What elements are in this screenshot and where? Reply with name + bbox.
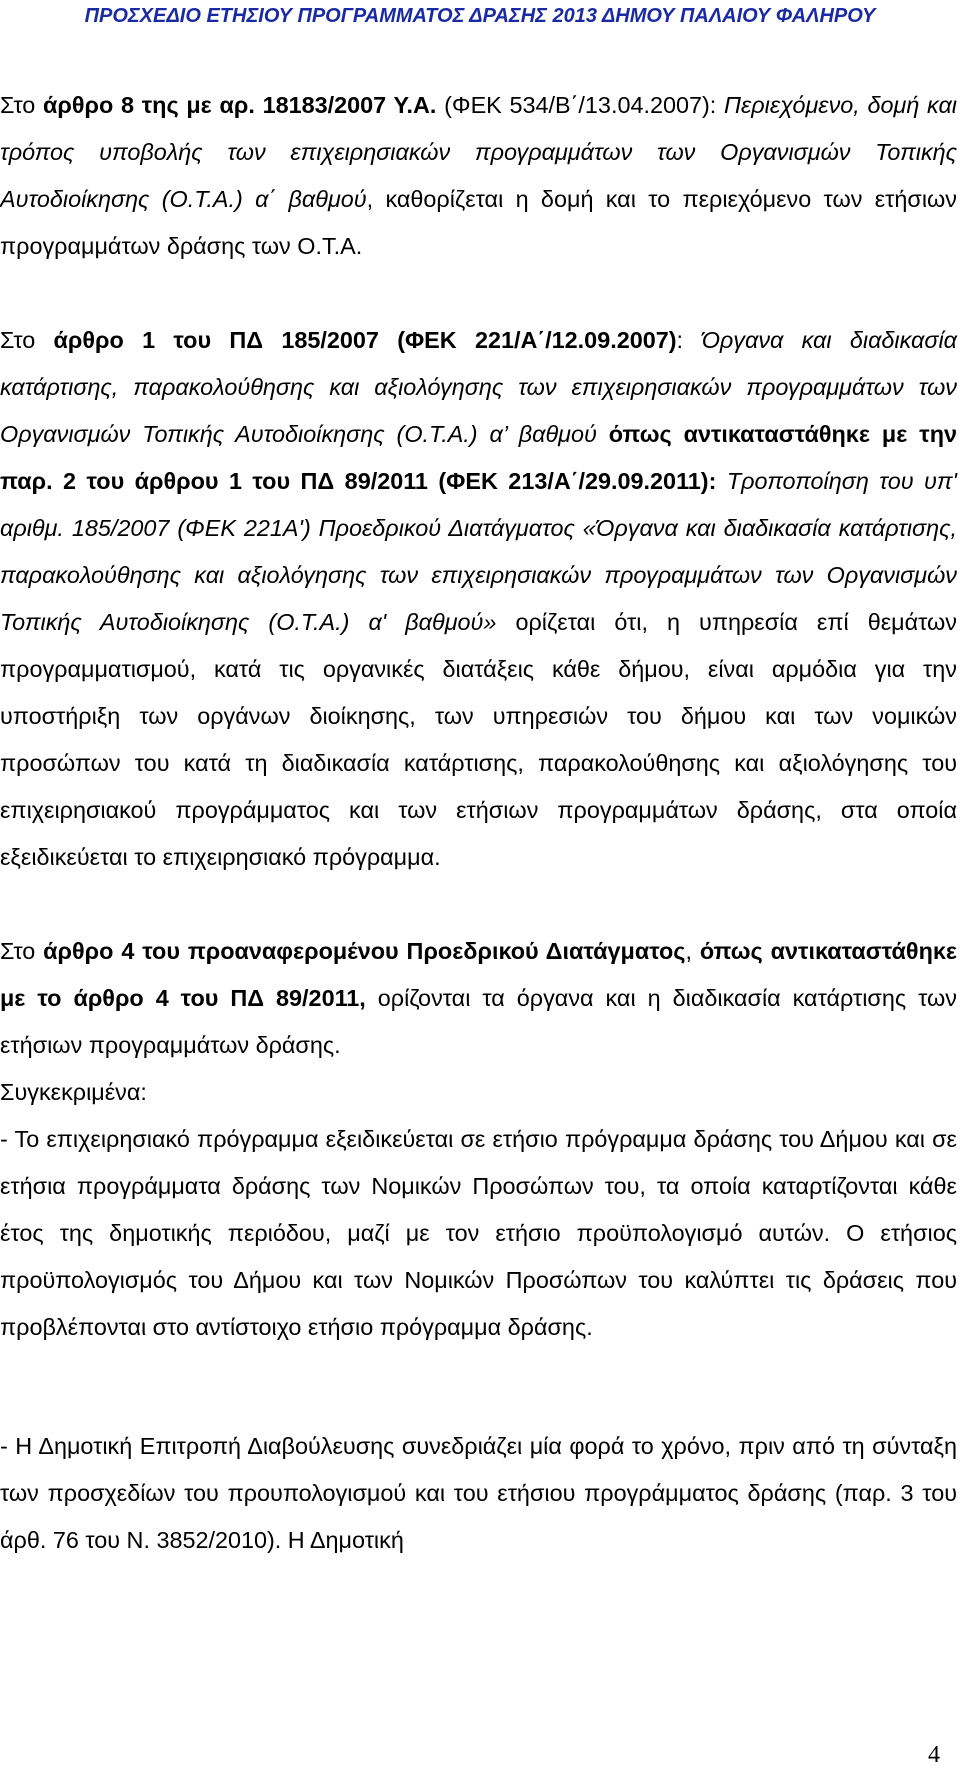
paragraph-article-8 xyxy=(0,82,957,270)
amendment-reference: όπως αντικαταστάθηκε με το άρθρο 4 του ΠΔ 89/2011, xyxy=(0,938,958,1011)
law-title: Περιεχόμενο, δομή και τρόπος υποβολής των επιχειρησιακών προγραμμάτων των Οργανισμών Τοπικής Αυτοδιοίκησης (Ο.Τ.Α.) α΄ βαθμού xyxy=(0,92,958,212)
paragraph-bullet-1: - Το επιχειρησιακό πρόγραμμα εξειδικεύεται σε ετήσιο πρόγραμμα δράσης του Δήμου και σε ετήσια προγράμματα δράσης των Νομικών Προσώπων του, τα οποία καταρτίζονται κάθε έτος της δημοτικής περιόδου, μαζί με τον ετήσιο προϋπολογισμό αυτών. Ο ετήσιος προϋπολογισμός του Δήμου και των Νομικών Προσώπων του καλύπτει τις δράσεις που προβλέπονται στο αντίστοιχο ετήσιο πρόγραμμα δράσης. xyxy=(0,1126,957,1340)
paragraph-article-1-pd xyxy=(0,317,957,881)
document-header: ΠΡΟΣΧΕΔΙΟ ΕΤΗΣΙΟΥ ΠΡΟΓΡΑΜΜΑΤΟΣ ΔΡΑΣΗΣ 2013 ΔΗΜΟΥ ΠΑΛΑΙΟΥ ΦΑΛΗΡΟΥ xyxy=(84,5,876,27)
text-run xyxy=(716,468,726,494)
text-run: Στο xyxy=(0,327,54,353)
page-number: 4 xyxy=(928,1742,940,1768)
text-run: (ΦΕΚ 534/Β΄/13.04.2007): xyxy=(436,92,725,118)
paragraph-article-4-pd xyxy=(0,928,957,1069)
text-run: Στο xyxy=(0,92,43,118)
text-run: , καθορίζεται η δομή και το περιεχόμενο των ετήσιων προγραμμάτων δράσης των Ο.Τ.Α. xyxy=(0,186,957,259)
text-run: : xyxy=(676,327,702,353)
text-run: ορίζεται ότι, η υπηρεσία επί θεμάτων προγραμματισμού, κατά τις οργανικές διατάξεις κάθε δήμου, είναι αρμόδια για την υποστήριξη των οργάνων διοίκησης, των υπηρεσιών του δήμου και των νομικών προσώπων του κατά τη διαδικασία κατάρτισης, παρακολούθησης και αξιολόγησης του επιχειρησιακού προγράμματος και των ετήσιων προγραμμάτων δράσης, στα οποία εξειδικεύεται το επιχειρησιακό πρόγραμμα. xyxy=(0,609,958,870)
amendment-title: Τροποποίηση του υπ' αριθμ. 185/2007 (ΦΕΚ 221Α') Προεδρικού Διατάγματος «Όργανα και διαδικασία κατάρτισης, παρακολούθησης και αξιολόγησης των επιχειρησιακών προγραμμάτων των Οργανισμών Τοπικής Αυτοδιοίκησης (Ο.Τ.Α.) α' βαθμού» xyxy=(0,468,957,635)
legal-reference: άρθρο 4 του προαναφερομένου Προεδρικού Διατάγματος xyxy=(43,938,686,964)
legal-reference: άρθρο 1 του ΠΔ 185/2007 (ΦΕΚ 221/Α΄/12.09.2007) xyxy=(53,327,677,353)
law-title: Όργανα και διαδικασία κατάρτισης, παρακολούθησης και αξιολόγησης των επιχειρησιακών προγραμμάτων των Οργανισμών Τοπικής Αυτοδιοίκησης (Ο.Τ.Α.) α’ βαθμού xyxy=(0,327,958,447)
text-run: ορίζονται τα όργανα και η διαδικασία κατάρτισης των ετήσιων προγραμμάτων δράσης. xyxy=(0,985,957,1058)
document-body xyxy=(0,82,957,1564)
text-run: Στο xyxy=(0,938,44,964)
paragraph-bullet-2: - Η Δημοτική Επιτροπή Διαβούλευσης συνεδριάζει μία φορά το χρόνο, πριν από τη σύνταξη των προσχεδίων του προυπολογισμού και του ετήσιου προγράμματος δράσης (παρ. 3 του άρθ. 76 του Ν. 3852/2010). Η Δημοτική xyxy=(0,1433,957,1553)
amendment-reference: όπως αντικαταστάθηκε με την παρ. 2 του άρθρου 1 του ΠΔ 89/2011 (ΦΕΚ 213/Α΄/29.09.2011): xyxy=(0,421,958,494)
text-run: , xyxy=(685,938,700,964)
paragraph-specifically: Συγκεκριμένα: xyxy=(0,1079,147,1105)
legal-reference: άρθρο 8 της με αρ. 18183/2007 Υ.Α. xyxy=(43,92,437,118)
text-run xyxy=(597,421,609,447)
